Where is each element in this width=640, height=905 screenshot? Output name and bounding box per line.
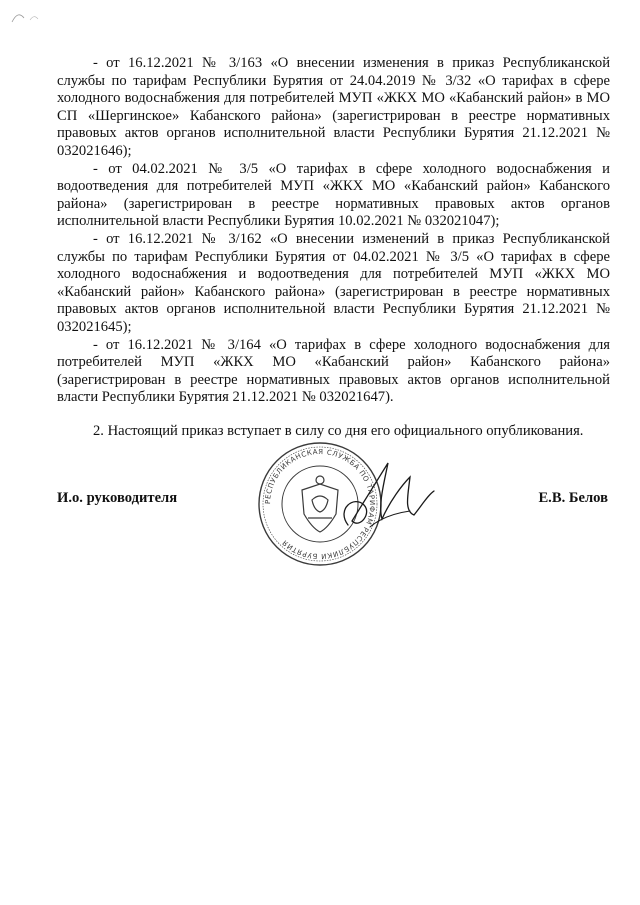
document-body	[57, 55, 610, 407]
list-item-order-3-163: - от 16.12.2021 № 3/163 «О внесении изменения в приказ Республиканской службы по тарифам Республики Бурятия от 24.04.2019 № 3/32 «О тарифах в сфере холодного водоснабжения для потребителей МУП «ЖКХ МО «Кабанский район» в МО СП «Шергинское» Кабанского района» (зарегистрирован в реестре нормативных правовых актов органов исполнительной власти Республики Бурятия 21.12.2021 № 032021646);	[57, 55, 610, 159]
list-item-order-3-164: - от 16.12.2021 № 3/164 «О тарифах в сфере холодного водоснабжения для потребителей МУП «ЖКХ МО «Кабанский район» Кабанского района» (зарегистрирован в реестре нормативных правовых актов органов исполнительной власти Республики Бурятия 21.12.2021 № 032021647).	[57, 336, 610, 406]
signer-name: Е.В. Белов	[538, 490, 608, 506]
list-item-order-3-5: - от 04.02.2021 № 3/5 «О тарифах в сфере холодного водоснабжения и водоотведения для потребителей МУП «ЖКХ МО «Кабанский район» Кабанского района» (зарегистрирован в реестре нормативных правовых актов органов исполнительной власти Республики Бурятия 10.02.2021 № 032021047);	[57, 160, 610, 230]
list-item-order-3-162: - от 16.12.2021 № 3/162 «О внесении изменений в приказ Республиканской службы по тарифам Республики Бурятия от 04.02.2021 № 3/5 «О тарифах в сфере холодного водоснабжения и водоотведения для потребителей МУП «ЖКХ МО «Кабанский район» Кабанского района» (зарегистрирован в реестре нормативных правовых актов органов исполнительной власти Республики Бурятия 21.12.2021 № 032021645);	[57, 230, 610, 335]
scan-artifact-mark	[8, 4, 48, 26]
signer-title: И.о. руководителя	[57, 490, 178, 506]
clause-2-effective-date: 2. Настоящий приказ вступает в силу со дня его официального опубликования.	[93, 423, 584, 439]
handwritten-signature	[330, 455, 440, 540]
seal-inscription: РЕСПУБЛИКАНСКАЯ СЛУЖБА ПО ТАРИФАМ РЕСПУБЛИКИ БУРЯТИЯ	[263, 447, 377, 561]
